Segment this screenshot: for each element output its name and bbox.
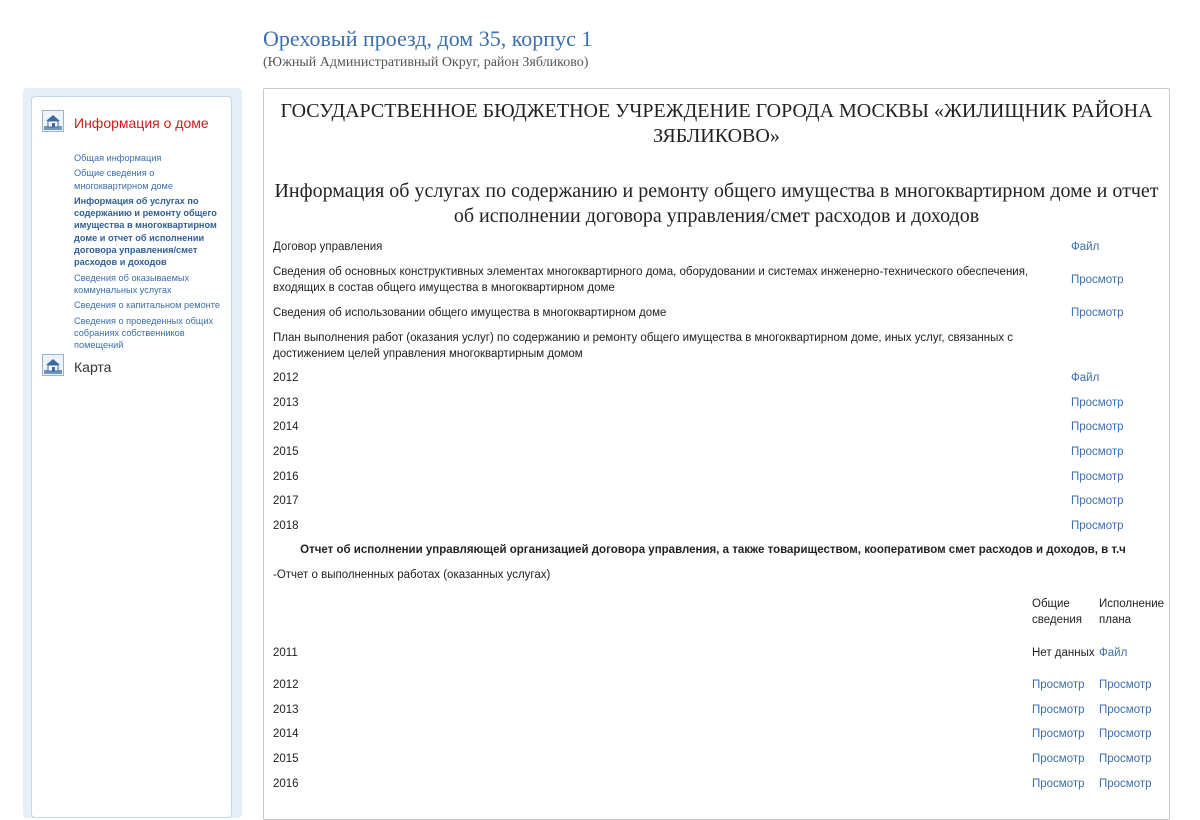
report-2016-execution-view-link[interactable]: Просмотр: [1099, 777, 1152, 790]
common-property-use-view-link[interactable]: Просмотр: [1071, 306, 1124, 319]
year-label: 2016: [273, 470, 299, 483]
sidebar-panel: [31, 96, 232, 818]
row-label: Сведения об основных конструктивных элементах многоквартирного дома, оборудовании и системах инженерно-технического обеспечения, входящих в состав общего имущества в многоквартирном доме: [273, 265, 1029, 294]
table-row: [273, 440, 1153, 465]
plan-2017-view-link[interactable]: Просмотр: [1071, 495, 1124, 508]
table-row: [273, 300, 1153, 325]
report-2013-general-view-link[interactable]: Просмотр: [1032, 703, 1085, 716]
report-2012-execution-view-link[interactable]: Просмотр: [1099, 679, 1152, 692]
management-contract-file-link[interactable]: Файл: [1071, 241, 1100, 253]
year-label: 2011: [273, 646, 298, 659]
report-2015-execution-view-link[interactable]: Просмотр: [1099, 753, 1152, 766]
table-row: [273, 464, 1153, 489]
table-row: [273, 632, 1165, 673]
year-label: 2016: [273, 777, 299, 790]
report-2011-execution-file-link[interactable]: Файл: [1099, 646, 1128, 659]
table-row: [273, 771, 1165, 796]
year-label: 2013: [273, 396, 299, 409]
map-house-icon: [42, 354, 64, 376]
plan-2016-view-link[interactable]: Просмотр: [1071, 470, 1124, 483]
year-label: 2018: [273, 519, 299, 532]
year-label: 2012: [273, 372, 299, 385]
plan-2012-file-link[interactable]: Файл: [1071, 372, 1100, 385]
services-table: [273, 235, 1153, 587]
section-title: Информация об услугах по содержанию и ремонту общего имущества в многоквартирном доме и отчет об исполнении договора управления/смет расходов и доходов: [274, 180, 1159, 227]
year-label: 2015: [273, 753, 299, 766]
report-2014-execution-view-link[interactable]: Просмотр: [1099, 728, 1152, 741]
row-label: Сведения об использовании общего имущества в многоквартирном доме: [273, 306, 667, 319]
report-2016-general-view-link[interactable]: Просмотр: [1032, 777, 1085, 790]
report-header-row: [273, 591, 1165, 632]
report-2012-general-view-link[interactable]: Просмотр: [1032, 679, 1085, 692]
year-label: 2014: [273, 728, 299, 741]
year-label: 2013: [273, 703, 299, 716]
sidebar-link-general-info[interactable]: Общая информация: [74, 153, 162, 163]
sidebar-heading-house-info[interactable]: Информация о доме: [74, 115, 209, 131]
sidebar-link-owner-meetings[interactable]: Сведения о проведенных общих собраниях собственников помещений: [74, 315, 214, 351]
sidebar-link-utility-services[interactable]: Сведения об оказываемых коммунальных услугах: [74, 272, 190, 295]
table-row: [273, 259, 1153, 300]
report-2013-execution-view-link[interactable]: Просмотр: [1099, 703, 1152, 716]
no-data-text: Нет данных: [1032, 646, 1095, 659]
year-label: 2015: [273, 446, 299, 459]
sidebar: [23, 88, 242, 818]
table-row: [273, 722, 1165, 747]
year-label: 2014: [273, 421, 299, 434]
plan-2013-view-link[interactable]: Просмотр: [1071, 396, 1124, 409]
table-row: [273, 391, 1153, 416]
structural-elements-view-link[interactable]: Просмотр: [1071, 273, 1124, 286]
sidebar-link-capital-repair[interactable]: Сведения о капитальном ремонте: [74, 300, 220, 311]
year-label: 2012: [273, 679, 299, 692]
table-row: [273, 563, 1153, 588]
row-label: План выполнения работ (оказания услуг) по содержанию и ремонту общего имущества в многоквартирном доме, иных услуг, связанных с достижением целей управления многоквартирным домом: [273, 331, 1014, 360]
table-row: [273, 514, 1153, 539]
table-row: [273, 235, 1153, 259]
plan-2014-view-link[interactable]: Просмотр: [1071, 421, 1124, 434]
report-heading: Отчет об исполнении управляющей организацией договора управления, а также товариществом, кооперативом смет расходов и доходов, в т.ч: [300, 544, 1126, 557]
column-header-execution: Исполнение плана: [1099, 597, 1165, 626]
sidebar-links: [74, 152, 224, 354]
report-2015-general-view-link[interactable]: Просмотр: [1032, 753, 1085, 766]
sidebar-link-general-details[interactable]: Общие сведения о многоквартирном доме: [74, 168, 173, 191]
table-row: [273, 538, 1153, 563]
year-label: 2017: [273, 495, 299, 508]
house-icon: [42, 110, 64, 132]
report-subheading: -Отчет о выполненных работах (оказанных услугах): [273, 569, 551, 582]
table-row: [273, 489, 1153, 514]
report-2014-general-view-link[interactable]: Просмотр: [1032, 728, 1085, 741]
row-label: Договор управления: [273, 241, 383, 253]
page-header: [263, 26, 592, 71]
main-content: [263, 88, 1170, 820]
sidebar-heading-map[interactable]: Карта: [74, 359, 112, 375]
table-row: [273, 366, 1153, 391]
table-row: [273, 325, 1153, 366]
plan-2018-view-link[interactable]: Просмотр: [1071, 519, 1124, 532]
table-row: [273, 698, 1165, 723]
page-subtitle: (Южный Административный Округ, район Зябликово): [263, 55, 589, 70]
sidebar-link-services-info[interactable]: Информация об услугах по содержанию и ремонту общего имущества в многоквартирном доме и отчет об исполнении договора управления/смет расходов и доходов: [74, 195, 217, 268]
page-title: Ореховый проезд, дом 35, корпус 1: [263, 26, 593, 51]
plan-2015-view-link[interactable]: Просмотр: [1071, 446, 1124, 459]
table-row: [273, 747, 1165, 772]
organization-title: ГОСУДАРСТВЕННОЕ БЮДЖЕТНОЕ УЧРЕЖДЕНИЕ ГОРОДА МОСКВЫ «ЖИЛИЩНИК РАЙОНА ЗЯБЛИКОВО»: [280, 100, 1153, 147]
report-table: [273, 591, 1165, 796]
table-row: [273, 673, 1165, 698]
table-row: [273, 415, 1153, 440]
column-header-general: Общие сведения: [1032, 597, 1082, 626]
